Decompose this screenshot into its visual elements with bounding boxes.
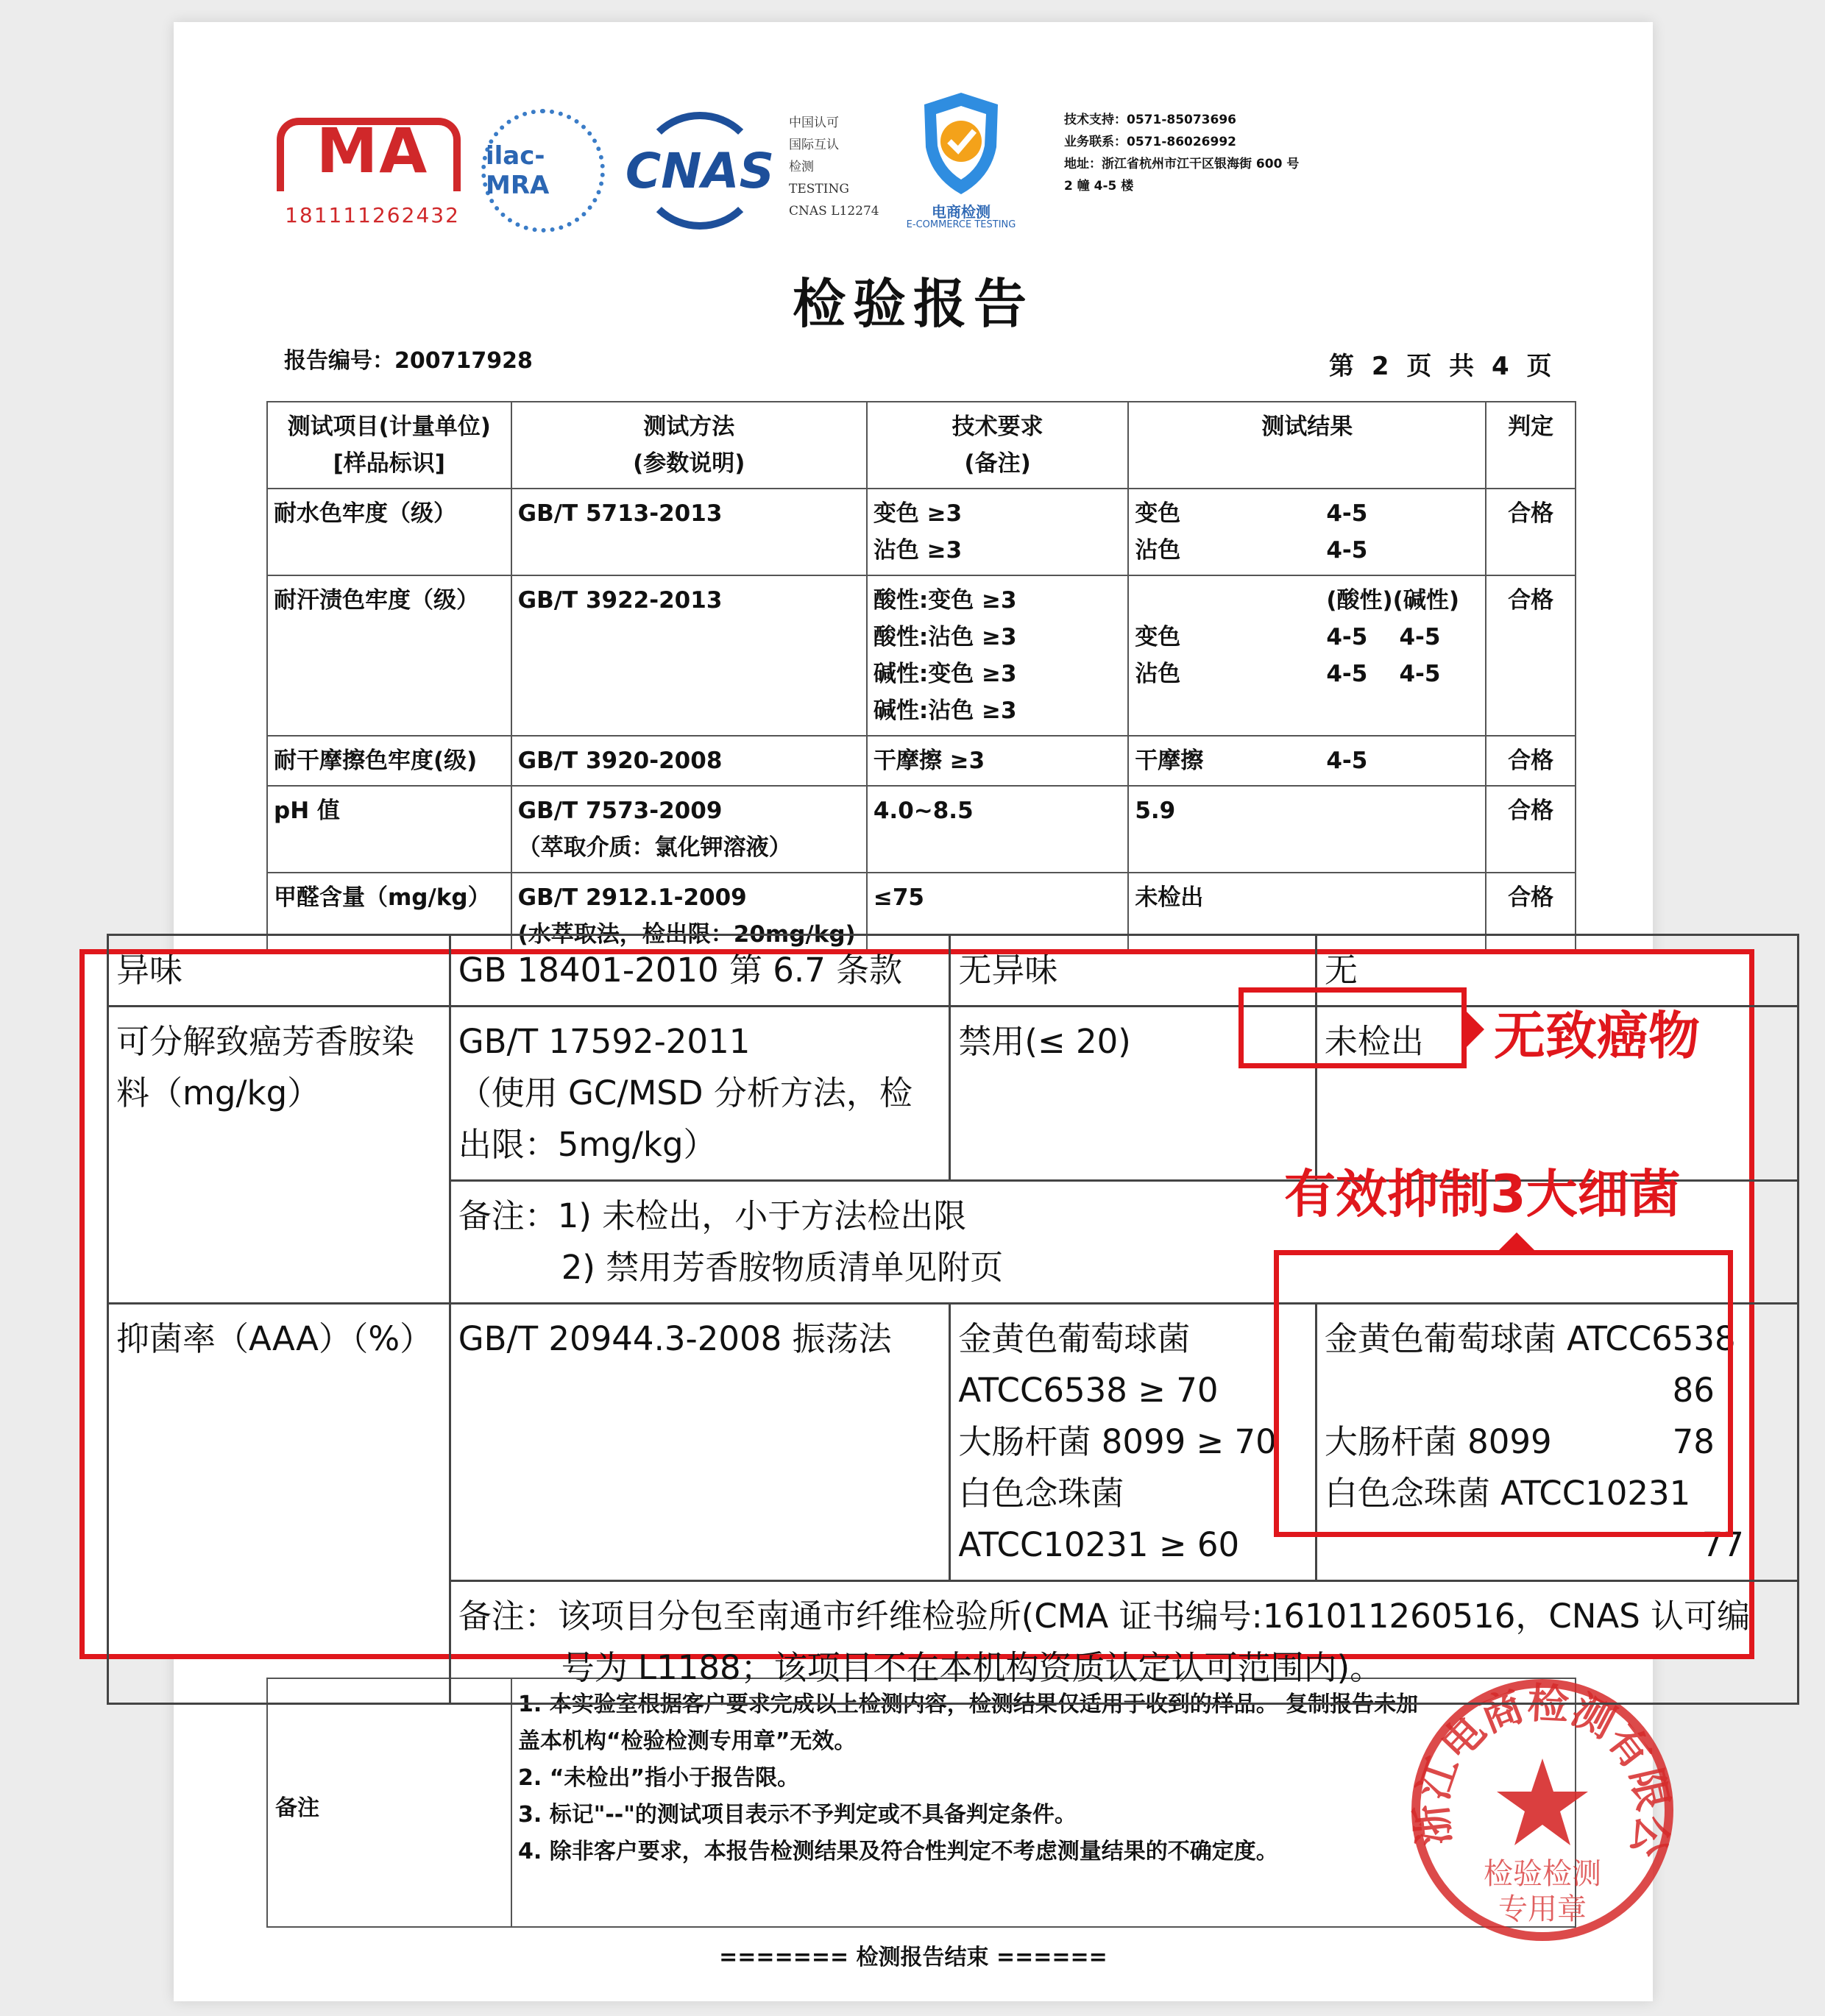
arrow-right-icon: [1467, 1012, 1484, 1047]
result-label: 变色: [1135, 500, 1181, 527]
method-line: （萃取介质：氯化钾溶液）: [517, 834, 792, 861]
cell-requirement: [867, 786, 1128, 873]
cell-judgement: 合格: [1486, 786, 1576, 873]
shield-check-icon: [917, 88, 1005, 199]
result-label: 变色: [1135, 624, 1181, 650]
cnas-side-line: 检测: [789, 160, 814, 174]
result-label: 5.9: [1135, 798, 1176, 824]
cell-item: 甲醛含量（mg/kg）: [267, 873, 511, 959]
cell-result: [1128, 786, 1486, 873]
req-line: 白色念珠菌: [958, 1474, 1124, 1513]
arrow-up-icon: [1499, 1232, 1534, 1250]
table-row: [267, 489, 1576, 575]
remark-line: 4. 除非客户要求，本报告检测结果及符合性判定不考虑测量结果的不确定度。: [518, 1839, 1278, 1864]
header-line: 测试项目(计量单位): [287, 414, 491, 440]
cell-result: 未检出: [1316, 1007, 1798, 1181]
result-value: 4-5 4-5: [1326, 624, 1441, 650]
cell-result: 无: [1316, 935, 1798, 1007]
cnas-logo-text: CNAS: [625, 142, 775, 199]
cell-judgement: 合格: [1486, 873, 1576, 959]
result-line: [1135, 532, 1479, 569]
cell-result: [1128, 489, 1486, 575]
remark-line: 3. 标记"--"的测试项目表示不予判定或不具备判定条件。: [518, 1802, 1077, 1828]
ecommerce-testing-logo: [899, 88, 1024, 235]
seal-ring-text: 浙江电商检测有限公: [1408, 1679, 1677, 1861]
cell-result: [1128, 736, 1486, 786]
result-value: 4-5: [1326, 500, 1368, 527]
result-line: [1135, 742, 1479, 779]
header-line: 测试方法: [643, 414, 735, 440]
header-line: [样品标识]: [333, 450, 445, 477]
zoomed-highlight-panel: [79, 949, 1754, 1687]
callout-no-carcinogen: 无致癌物: [1494, 1006, 1700, 1066]
result-label: [1135, 582, 1326, 619]
table-row: [267, 786, 1576, 873]
page-indicator: 第 2 页 共 4 页: [1329, 352, 1556, 381]
cell-method: [511, 736, 867, 786]
method-line: GB/T 5713-2013: [517, 500, 723, 527]
cell-item: 耐汗渍色牢度（级）: [267, 575, 511, 736]
cell-requirement: [867, 489, 1128, 575]
shield-cn-text: 电商检测: [932, 203, 991, 221]
contact-line: 技术支持：0571-85073696: [1064, 113, 1236, 127]
cell-judgement: 合格: [1486, 575, 1576, 736]
result-value: (酸性)(碱性): [1326, 587, 1459, 614]
req-line: ≤75: [873, 884, 924, 911]
note-line: 备注：该项目分包至南通市纤维检验所(CMA 证书编号:161011260516，CNAS 认可编: [458, 1597, 1751, 1636]
header-line: 测试结果: [1261, 414, 1353, 440]
cell-item: 耐干摩擦色牢度(级): [267, 736, 511, 786]
remark-line: 2. “未检出”指小于报告限。: [518, 1765, 800, 1791]
result-line: [1135, 619, 1479, 656]
contact-info: [1064, 109, 1373, 197]
table-header-row: [267, 402, 1576, 489]
cell-method: [511, 489, 867, 575]
official-seal: [1403, 1670, 1682, 1950]
result-label: 金黄色葡萄球菌 ATCC6538: [1324, 1319, 1736, 1358]
req-line: 变色 ≥3: [873, 500, 963, 527]
shield-en-text: E-COMMERCE TESTING: [906, 219, 1016, 230]
remarks-table: [266, 1678, 1576, 1928]
cnas-side-line: 中国认可: [789, 116, 839, 130]
remarks-label: 备注: [275, 1795, 319, 1821]
cell-requirement: [950, 1304, 1316, 1581]
cell-item: 可分解致癌芳香胺染料（mg/kg）: [108, 1007, 450, 1304]
cell-requirement: [867, 736, 1128, 786]
cnas-side-line: CNAS L12274: [789, 204, 879, 219]
method-line: GB/T 7573-2009: [517, 798, 723, 824]
method-line: （使用 GC/MSD 分析方法，检出限：5mg/kg）: [458, 1073, 912, 1164]
result-label: 未检出: [1135, 884, 1204, 911]
result-label: 白色念珠菌 ATCC10231: [1324, 1474, 1691, 1513]
method-line: GB/T 2912.1-2009: [517, 884, 747, 911]
cell-result: [1128, 575, 1486, 736]
cell-requirement: [867, 575, 1128, 736]
result-highlight-box: [1238, 987, 1467, 1068]
antibacterial-highlight-box: [1274, 1250, 1733, 1537]
header-line: (备注): [964, 450, 1031, 477]
cell-item: 抑菌率（AAA）（%）: [108, 1304, 450, 1704]
method-line: (水萃取法，检出限：20mg/kg): [517, 921, 856, 948]
header-item: [267, 402, 511, 489]
cell-item: 耐水色牢度（级）: [267, 489, 511, 575]
header-requirement: [867, 402, 1128, 489]
header-judgement: [1486, 402, 1576, 489]
cma-logo: [277, 110, 468, 228]
report-number: 报告编号：200717928: [284, 348, 533, 374]
cell-method: [511, 575, 867, 736]
remark-line: 盖本机构“检验检测专用章”无效。: [518, 1728, 857, 1754]
ilac-logo-text: ilac-MRA: [486, 141, 550, 200]
req-line: ATCC6538 ≥ 70: [958, 1371, 1219, 1410]
result-label: 干摩擦: [1135, 748, 1204, 774]
remarks-label-cell: [268, 1679, 512, 1926]
header-line: 技术要求: [952, 414, 1043, 440]
document-title: 检验报告: [792, 272, 1034, 335]
cma-logo-text: MA: [316, 115, 429, 187]
result-label: 大肠杆菌 8099: [1324, 1422, 1552, 1461]
header-method: [511, 402, 867, 489]
result-value: 78: [1672, 1422, 1715, 1461]
cell-item: 异味: [108, 935, 450, 1007]
req-line: 干摩擦 ≥3: [873, 748, 985, 774]
cnas-side-line: TESTING: [789, 182, 849, 196]
cell-method: [450, 1007, 950, 1181]
req-line: 4.0~8.5: [873, 798, 974, 824]
cell-method: GB/T 20944.3-2008 振荡法: [450, 1304, 950, 1581]
cell-requirement: 禁用(≤ 20): [950, 1007, 1316, 1181]
callout-antibacterial: 有效抑制3大细菌: [1284, 1164, 1681, 1224]
req-line: 沾色 ≥3: [873, 537, 963, 564]
result-value: 4-5: [1326, 537, 1368, 564]
remark-line: 1. 本实验室根据客户要求完成以上检测内容，检测结果仅适用于收到的样品。 复制报告未加: [518, 1692, 1419, 1717]
cell-item: pH 值: [267, 786, 511, 873]
contact-line: 2 幢 4-5 楼: [1064, 179, 1134, 194]
req-line: 碱性:沾色 ≥3: [873, 698, 1017, 724]
req-line: 酸性:沾色 ≥3: [873, 624, 1017, 650]
result-line: [1135, 582, 1479, 619]
cnas-side-text: [789, 112, 885, 222]
req-line: ATCC10231 ≥ 60: [958, 1525, 1240, 1564]
cell-method: GB 18401-2010 第 6.7 条款: [450, 935, 950, 1007]
cell-requirement: 无异味: [950, 935, 1316, 1007]
contact-line: 地址：浙江省杭州市江干区银海街 600 号: [1064, 157, 1300, 171]
cell-judgement: 合格: [1486, 489, 1576, 575]
req-line: 碱性:变色 ≥3: [873, 661, 1017, 687]
result-value: 77: [1701, 1525, 1744, 1564]
req-line: 金黄色葡萄球菌: [958, 1319, 1191, 1358]
cell-method: [511, 786, 867, 873]
header-line: (参数说明): [633, 450, 745, 477]
cma-number: 181111262432: [285, 203, 460, 227]
header-result: [1128, 402, 1486, 489]
report-end-marker: ======= 检测报告结束 ======: [719, 1945, 1108, 1970]
req-line: 大肠杆菌 8099 ≥ 70: [958, 1422, 1277, 1461]
seal-inner-text: 检验检测: [1484, 1857, 1601, 1891]
note-line: 2) 禁用芳香胺物质清单见附页: [561, 1248, 1004, 1287]
method-line: GB/T 3920-2008: [517, 748, 723, 774]
cell-note: [450, 1581, 1798, 1704]
result-line: [1135, 656, 1479, 692]
table-row: [267, 736, 1576, 786]
result-line: [1135, 495, 1479, 532]
note-line: 备注：1) 未检出，小于方法检出限: [458, 1196, 967, 1235]
cnas-side-line: 国际互认: [789, 138, 839, 152]
req-line: 酸性:变色 ≥3: [873, 587, 1017, 614]
table-row: [267, 575, 1576, 736]
ilac-mra-logo: [481, 109, 605, 233]
seal-graphic: [1403, 1670, 1682, 1950]
result-value: 86: [1672, 1371, 1715, 1410]
cnas-logo: [623, 112, 777, 230]
results-table: [266, 401, 1576, 960]
star-icon: [1497, 1758, 1588, 1845]
contact-line: 业务联系：0571-86026992: [1064, 135, 1236, 149]
cell-judgement: 合格: [1486, 736, 1576, 786]
header-line: 判定: [1508, 414, 1554, 440]
seal-inner-text: 专用章: [1498, 1892, 1587, 1926]
method-line: GB/T 17592-2011: [458, 1022, 751, 1061]
result-label: 沾色: [1135, 661, 1181, 687]
result-label: 沾色: [1135, 537, 1181, 564]
method-line: GB/T 3922-2013: [517, 587, 723, 614]
result-value: 4-5: [1326, 748, 1368, 774]
result-value: 4-5 4-5: [1326, 661, 1441, 687]
note-line: 号为 L1188；该项目不在本机构资质认定认可范围内)。: [561, 1648, 1383, 1687]
